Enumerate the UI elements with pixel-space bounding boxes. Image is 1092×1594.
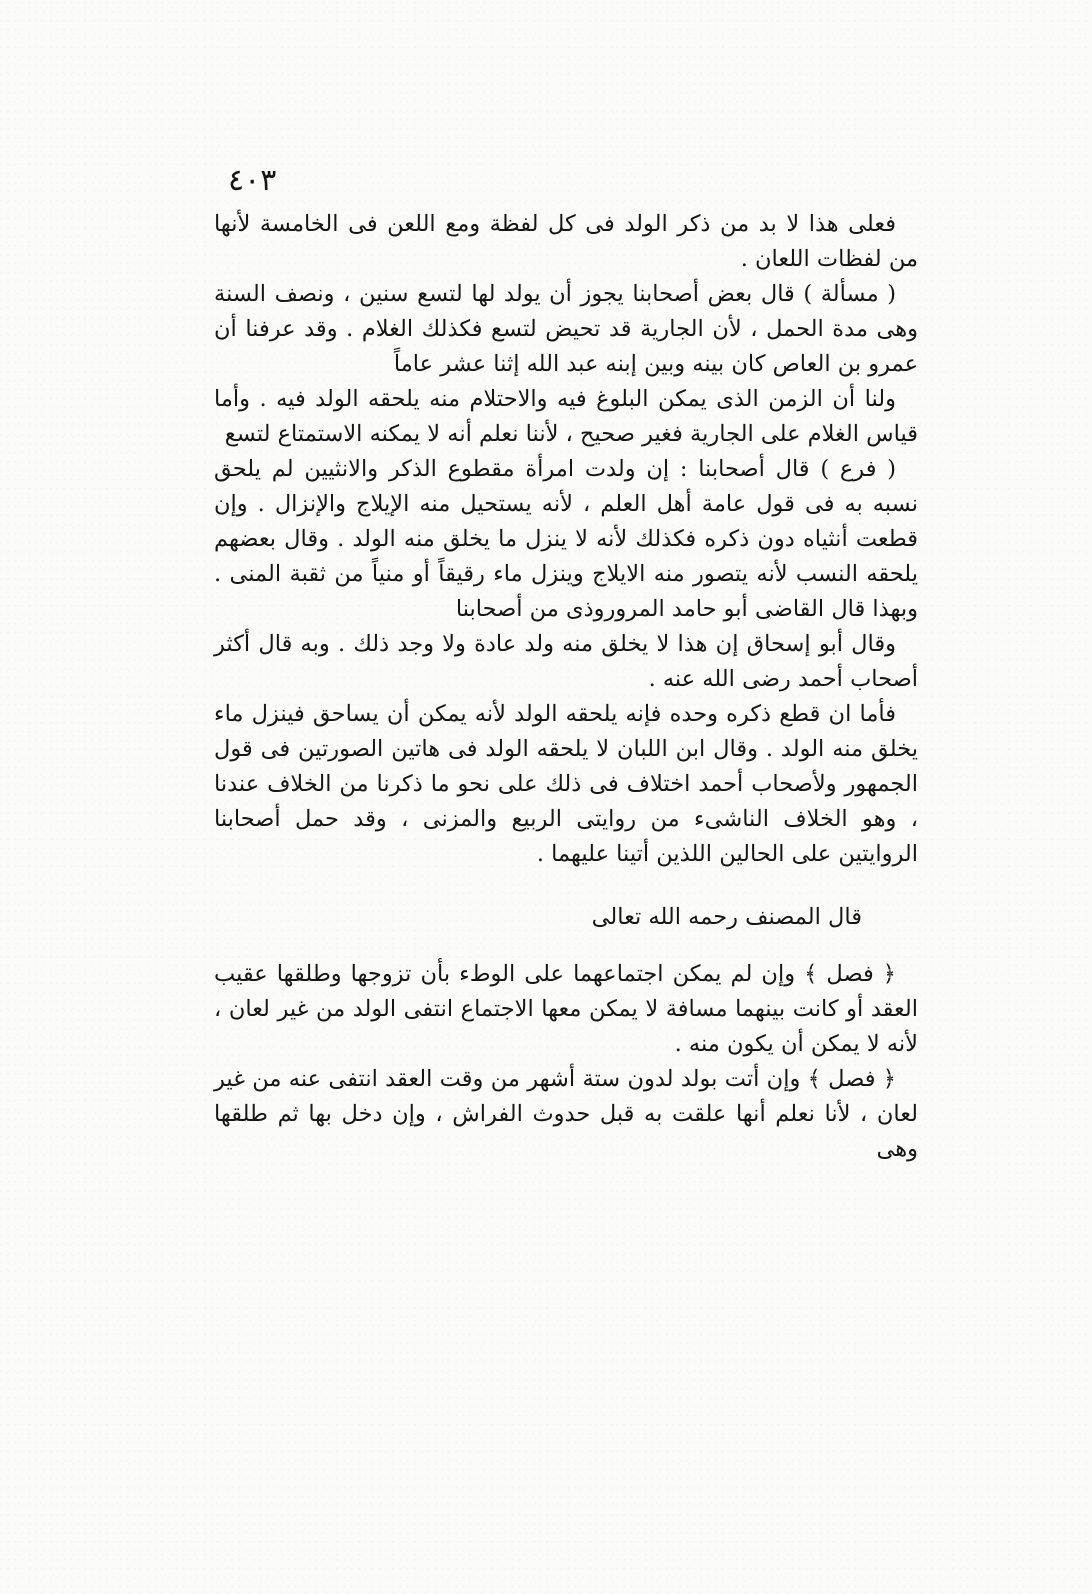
paragraph-abu-ishaq: وقال أبو إسحاق إن هذا لا يخلق منه ولد عادة ولا وجد ذلك . وبه قال أكثر أصحاب أحمد رضى الله عنه . — [214, 631, 918, 692]
paragraph-masala: ( مسألة ) قال بعض أصحابنا يجوز أن يولد لها لتسع سنين ، ونصف السنة وهى مدة الحمل ، لأن الجارية قد تحيض لتسع فكذلك الغلام . وقد عرفنا أن عمرو بن العاص كان بينه وبين إبنه عبد الله إثنا عشر عاماً — [214, 281, 918, 377]
arabic-text-body — [214, 207, 918, 1167]
paragraph-fasl-2: ﴿ فصل ﴾ وإن أتت بولد لدون ستة أشهر من وقت العقد انتفى عنه من غير لعان ، لأنا نعلم أنها علقت به قبل حدوث الفراش ، وإن دخل بها ثم طلقها وهى — [214, 1066, 918, 1162]
paragraph-fasl-1: ﴿ فصل ﴾ وإن لم يمكن اجتماعهما على الوطء بأن تزوجها وطلقها عقيب العقد أو كانت بينهما مسافة لا يمكن معها الاجتماع انتفى الولد من غير لعان ، لأنه لا يمكن أن يكون منه . — [214, 961, 918, 1057]
paragraph-continuation: فعلى هذا لا بد من ذكر الولد فى كل لفظة ومع اللعن فى الخامسة لأنها من لفظات اللعان . — [214, 211, 918, 272]
paragraph-reply: ولنا أن الزمن الذى يمكن البلوغ فيه والاحتلام منه يلحقه الولد فيه . وأما قياس الغلام على الجارية فغير صحيح ، لأننا نعلم أنه لا يمكنه الاستمتاع لتسع — [214, 386, 918, 447]
paragraph-qata-dhakar: فأما ان قطع ذكره وحده فإنه يلحقه الولد لأنه يمكن أن يساحق فينزل ماء يخلق منه الولد . وقال ابن اللبان لا يلحقه الولد فى هاتين الصورتين فى قول الجمهور ولأصحاب أحمد اختلاف فى ذلك على نحو ما ذكرنا من الخلاف عندنا ، وهو الخلاف الناشىء من روايتى الربيع والمزنى ، وقد حمل أصحابنا الروايتين على الحالين اللذين أتينا عليهما . — [214, 701, 918, 867]
section-heading: قال المصنف رحمه الله تعالى — [591, 904, 862, 930]
page-number: ٤٠٣ — [228, 163, 277, 198]
heading-gap — [214, 935, 918, 957]
paragraph-far: ( فرع ) قال أصحابنا : إن ولدت امرأة مقطوع الذكر والانثيين لم يلحق نسبه به فى قول عامة أهل العلم ، لأنه يستحيل منه الإيلاج والإنزال . وإن قطعت أنثياه دون ذكره فكذلك لأنه لا ينزل ما يخلق منه الولد . وقال بعضهم يلحقه النسب لأنه يتصور منه الايلاج وينزل ماء رقيقاً أو منياً من ثقبة المنى . وبهذا قال القاضى أبو حامد المروروذى من أصحابنا — [214, 456, 918, 622]
section-spacer — [214, 872, 918, 900]
